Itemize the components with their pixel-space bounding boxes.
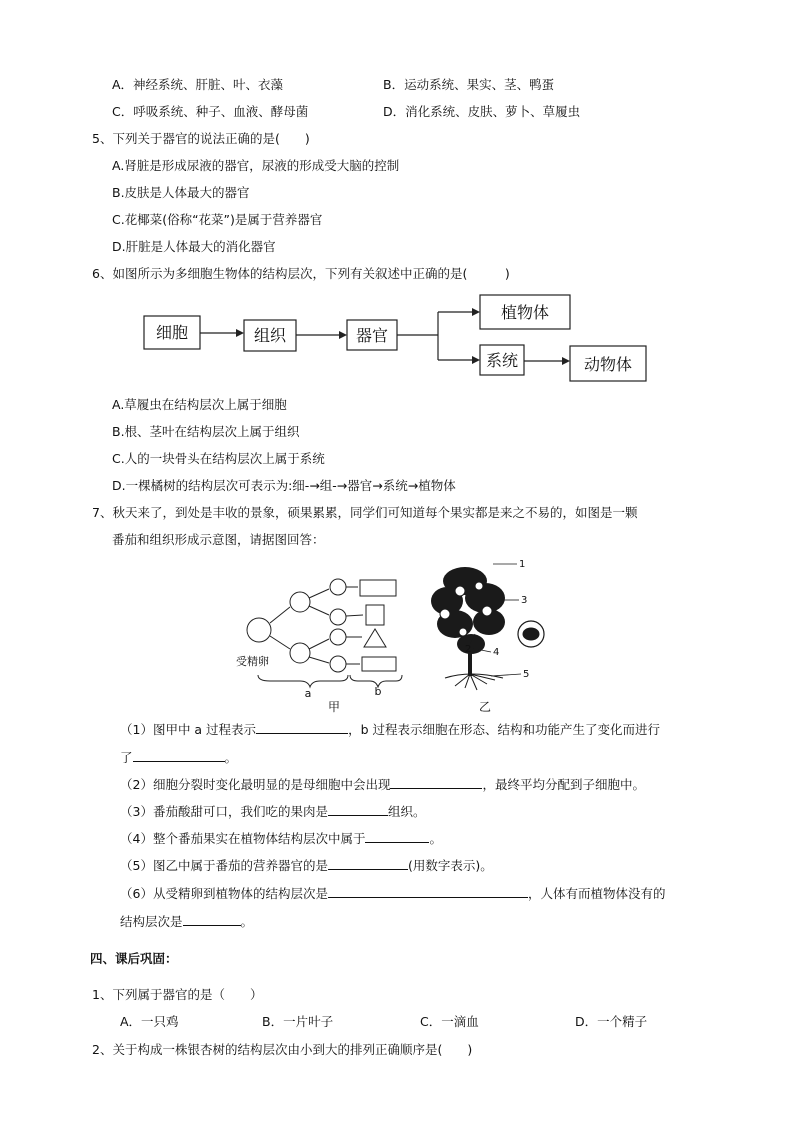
arrow-icon [562,357,570,365]
q7-sub2-text-2: ，最终平均分配到子细胞中。 [482,777,645,792]
q7-sub6-text-2: ，人体有而植物体没有的 [527,886,666,901]
answer-blank[interactable] [256,720,348,734]
animal-label: 动物体 [583,355,633,374]
system-label: 系统 [485,351,519,370]
hierarchy-diagram [140,290,660,390]
q7-sub6-text-3: 结构层次是 [120,914,183,929]
option-c: C．呼吸系统、种子、血液、酵母菌 [112,104,309,119]
q6-option-b: B.根、茎叶在结构层次上属于组织 [112,424,300,439]
q7-sub1-line2 [120,748,237,767]
q5-option-a: A.肾脏是形成尿液的器官，尿液的形成受大脑的控制 [112,158,400,173]
answer-blank[interactable] [328,884,528,898]
q7-sub5 [120,856,493,875]
q7-sub1-line1 [120,720,660,739]
organ-label: 器官 [355,326,389,345]
p1-option-d: D．一个精子 [575,1014,648,1029]
p1-option-c: C．一滴血 [420,1014,479,1029]
q7-sub2-text: （2）细胞分裂时变化最明显的是母细胞中会出现 [120,777,391,792]
plant-part-label-2: 2 [465,644,472,655]
q6-option-c: C.人的一块骨头在结构层次上属于系统 [112,451,325,466]
process-b-label: b [374,685,382,698]
plant-part-label-4: 4 [493,647,500,658]
plant-part-label-5: 5 [523,669,530,680]
q7-stem-line2: 番茄和组织形成示意图，请据图回答： [112,532,325,547]
q7-sub6-text: （6）从受精卵到植物体的结构层次是 [120,886,328,901]
tomato-plant-figure [415,556,555,716]
plant-part-label-1: 1 [519,559,526,570]
q5-option-c: C.花椰菜(俗称“花菜”)是属于营养器官 [112,212,323,227]
q7-sub4-text: （4）整个番茄果实在植物体结构层次中属于 [120,831,366,846]
answer-blank[interactable] [183,912,241,926]
zygote-label: 受精卵 [236,655,269,668]
option-d: D．消化系统、皮肤、萝卜、草履虫 [383,104,581,119]
plant-part-label-3: 3 [521,595,528,606]
plant-label: 植物体 [500,303,550,322]
arrow-icon [339,331,347,339]
q7-sub3-text-2: 组织。 [387,804,426,819]
p1-option-a: A．一只鸡 [120,1014,179,1029]
q7-stem-line1: 7、秋天来了，到处是丰收的景象，硕果累累，同学们可知道每个果实都是来之不易的，如图是一颗 [92,505,638,520]
q7-sub1-text-3: 了 [120,750,133,765]
arrow-icon [472,356,480,364]
cell-division-figure [230,565,410,715]
option-b: B．运动系统、果实、茎、鸭蛋 [383,77,555,92]
section-title: 四、课后巩固： [90,951,178,966]
q7-sub6-line1 [120,884,665,903]
tissue-label: 组织 [253,326,287,345]
q7-sub1-text: （1）图甲中 a 过程表示 [120,722,257,737]
arrow-icon [472,308,480,316]
answer-blank[interactable] [328,856,408,870]
option-a: A．神经系统、肝脏、叶、衣藻 [112,77,284,92]
q7-sub4-text-2: 。 [429,831,442,846]
q7-sub6-line2 [120,912,253,931]
answer-blank[interactable] [328,802,388,816]
q7-sub3 [120,802,425,821]
process-a-label: a [304,687,312,700]
q5-option-b: B.皮肤是人体最大的器官 [112,185,250,200]
q7-sub1-text-2: ，b 过程表示细胞在形态、结构和功能产生了变化而进行 [348,722,660,737]
p1-option-b: B．一片叶子 [262,1014,334,1029]
p1-stem: 1、下列属于器官的是（ ） [92,987,263,1002]
q7-sub6-text-4: 。 [240,914,254,929]
q5-option-d: D.肝脏是人体最大的消化器官 [112,239,276,254]
answer-blank[interactable] [133,748,225,762]
cell-label: 细胞 [155,323,189,342]
q7-sub5-text-2: (用数字表示)。 [407,858,493,873]
q6-option-a: A.草履虫在结构层次上属于细胞 [112,397,287,412]
arrow-icon [236,329,244,337]
p2-stem: 2、关于构成一株银杏树的结构层次由小到大的排列正确顺序是( ) [92,1042,473,1057]
figure-jia-caption: 甲 [327,700,341,714]
answer-blank[interactable] [365,829,429,843]
answer-blank[interactable] [390,775,482,789]
q6-stem: 6、如图所示为多细胞生物体的结构层次，下列有关叙述中正确的是( ) [92,266,510,281]
q7-sub3-text: （3）番茄酸甜可口，我们吃的果肉是 [120,804,328,819]
q7-sub5-text: （5）图乙中属于番茄的营养器官的是 [120,858,328,873]
q6-option-d: D.一棵橘树的结构层次可表示为:细-→组-→器官→系统→植物体 [112,478,456,493]
q7-sub2 [120,775,645,794]
q7-sub1-text-4: 。 [224,750,238,765]
figure-yi-caption: 乙 [478,700,492,714]
q7-sub4 [120,829,442,848]
q5-stem: 5、下列关于器官的说法正确的是( ) [92,131,310,146]
zygote-cell [247,618,271,642]
